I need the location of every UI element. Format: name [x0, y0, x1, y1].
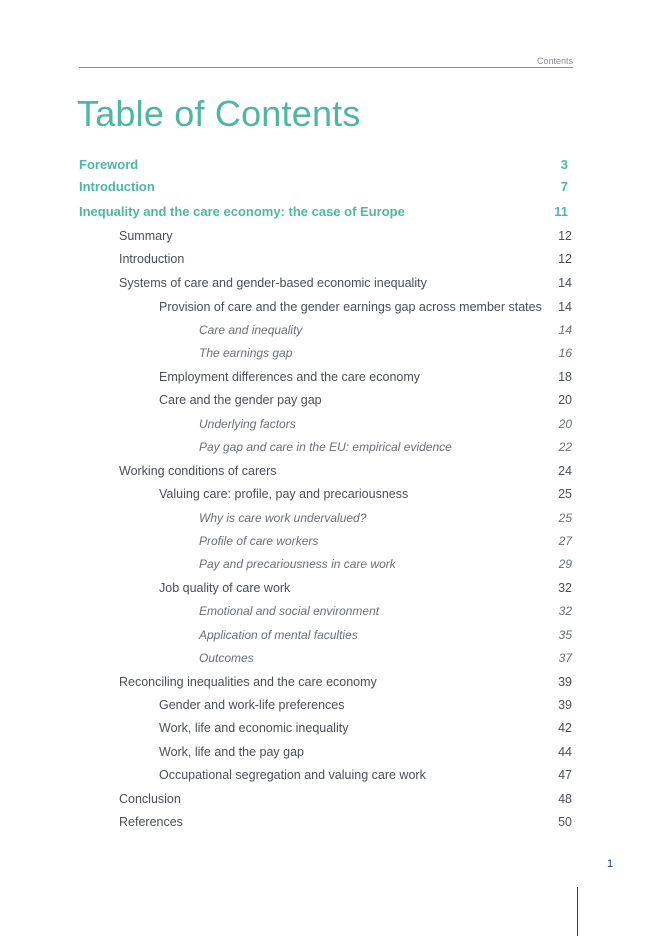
toc-entry[interactable] [0, 178, 662, 196]
toc-entry-page: 16 [558, 346, 572, 360]
toc-entry-page: 18 [558, 370, 572, 384]
toc-entry-page: 39 [558, 698, 572, 712]
toc-entry-page: 42 [558, 721, 572, 735]
toc-entry[interactable] [0, 321, 662, 339]
toc-entry-label: Pay and precariousness in care work [199, 557, 396, 571]
toc-entry-page: 3 [560, 157, 568, 172]
toc-entry[interactable] [0, 203, 662, 221]
toc-entry[interactable] [0, 227, 662, 245]
toc-entry-label: The earnings gap [199, 346, 293, 360]
toc-entry[interactable] [0, 485, 662, 503]
toc-entry[interactable] [0, 415, 662, 433]
toc-entry-label: Why is care work undervalued? [199, 511, 367, 525]
toc-entry-label: Working conditions of carers [119, 464, 277, 478]
toc-entry[interactable] [0, 274, 662, 292]
toc-entry-label: Introduction [119, 252, 185, 266]
toc-entry-label: Gender and work-life preferences [159, 698, 345, 712]
toc-entry-page: 44 [558, 745, 572, 759]
toc-entry-label: Application of mental faculties [199, 628, 358, 642]
toc-entry-label: Care and inequality [199, 323, 303, 337]
toc-entry-label: Care and the gender pay gap [159, 393, 322, 407]
toc-entry-label: Provision of care and the gender earnings gap across member states [159, 300, 542, 314]
toc-entry-page: 22 [558, 440, 572, 454]
toc-entry[interactable] [0, 250, 662, 268]
toc-entry[interactable] [0, 368, 662, 386]
toc-entry-page: 29 [558, 557, 572, 571]
footer-rule [577, 887, 578, 936]
toc-entry-label: Foreword [79, 157, 139, 172]
toc-entry-page: 20 [558, 393, 572, 407]
toc-entry[interactable] [0, 626, 662, 644]
page-title: Table of Contents [77, 93, 361, 134]
toc-entry-page: 25 [558, 487, 572, 501]
toc-entry-label: Introduction [79, 179, 155, 194]
toc-entry[interactable] [0, 649, 662, 667]
toc-entry[interactable] [0, 462, 662, 480]
toc-entry-label: Inequality and the care economy: the case of Europe [79, 204, 405, 219]
toc-entry[interactable] [0, 813, 662, 831]
toc-entry-page: 39 [558, 675, 572, 689]
toc-entry[interactable] [0, 696, 662, 714]
toc-entry-label: Profile of care workers [199, 534, 319, 548]
toc-entry-label: References [119, 815, 183, 829]
toc-entry[interactable] [0, 298, 662, 316]
toc-entry-page: 14 [558, 276, 572, 290]
toc-entry-label: Employment differences and the care economy [159, 370, 421, 384]
toc-entry-page: 11 [554, 204, 568, 219]
toc-entry-page: 7 [560, 179, 568, 194]
toc-entry-page: 24 [558, 464, 572, 478]
toc-entry[interactable] [0, 602, 662, 620]
toc-entry[interactable] [0, 156, 662, 174]
toc-entry[interactable] [0, 391, 662, 409]
toc-entry-page: 32 [558, 604, 572, 618]
toc-entry-page: 32 [558, 581, 572, 595]
toc-entry-page: 25 [558, 511, 572, 525]
toc-entry-label: Valuing care: profile, pay and precariousness [159, 487, 409, 501]
toc-entry[interactable] [0, 532, 662, 550]
toc-entry[interactable] [0, 673, 662, 691]
toc-entry-label: Summary [119, 229, 173, 243]
toc-entry-label: Reconciling inequalities and the care economy [119, 675, 377, 689]
toc-entry-page: 35 [558, 628, 572, 642]
toc-entry[interactable] [0, 719, 662, 737]
toc-entry-label: Work, life and the pay gap [159, 745, 304, 759]
toc-entry-page: 48 [558, 792, 572, 806]
toc-entry[interactable] [0, 438, 662, 456]
toc-entry-page: 12 [558, 229, 572, 243]
toc-entry-page: 14 [558, 323, 572, 337]
toc-entry-label: Systems of care and gender-based economic inequality [119, 276, 427, 290]
page-number: 1 [607, 858, 614, 870]
toc-entry[interactable] [0, 766, 662, 784]
toc-entry-label: Work, life and economic inequality [159, 721, 349, 735]
toc-entry[interactable] [0, 579, 662, 597]
toc-entry-label: Outcomes [199, 651, 254, 665]
toc-entry-label: Pay gap and care in the EU: empirical evidence [199, 440, 452, 454]
toc-entry-label: Conclusion [119, 792, 181, 806]
toc-entry-page: 12 [558, 252, 572, 266]
toc-entry-label: Job quality of care work [159, 581, 291, 595]
toc-entry[interactable] [0, 555, 662, 573]
toc-entry-page: 50 [558, 815, 572, 829]
toc-entry-page: 20 [558, 417, 572, 431]
toc-entry-page: 47 [558, 768, 572, 782]
toc-entry[interactable] [0, 509, 662, 527]
toc-entry[interactable] [0, 344, 662, 362]
header-rule [79, 67, 573, 68]
toc-entry-page: 27 [558, 534, 572, 548]
running-head: Contents [536, 56, 573, 66]
toc-entry-label: Occupational segregation and valuing care work [159, 768, 426, 782]
toc-entry[interactable] [0, 743, 662, 761]
toc-entry[interactable] [0, 790, 662, 808]
toc-entry-page: 14 [558, 300, 572, 314]
toc-entry-page: 37 [558, 651, 572, 665]
toc-entry-label: Underlying factors [199, 417, 296, 431]
toc-entry-label: Emotional and social environment [199, 604, 380, 618]
